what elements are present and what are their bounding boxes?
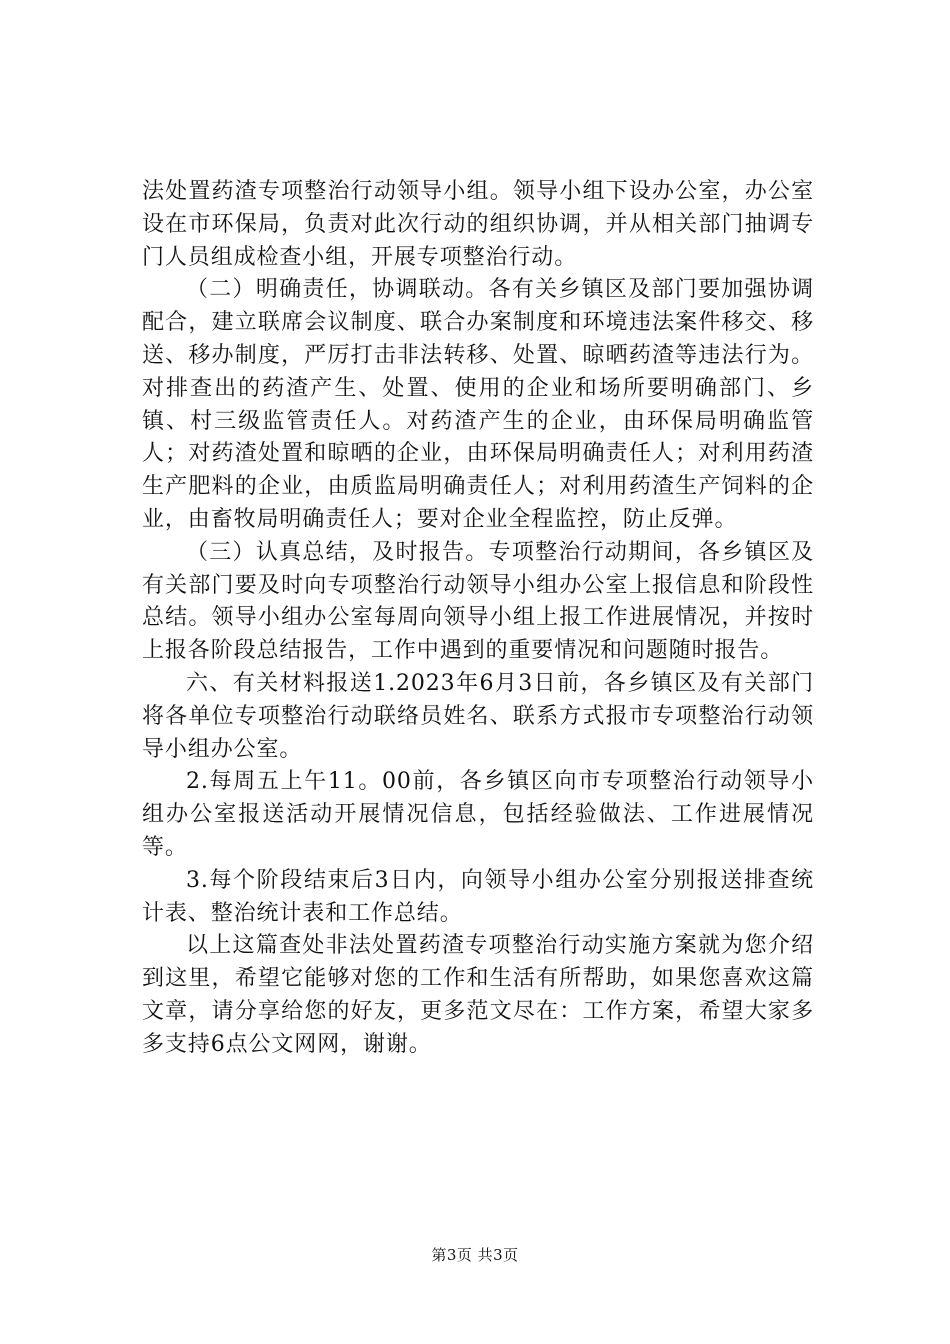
paragraph-continuation: 法处置药渣专项整治行动领导小组。领导小组下设办公室，办公室设在市环保局，负责对此次行动的组织协调，并从相关部门抽调专门人员组成检查小组，开展专项整治行动。 <box>142 179 814 270</box>
document-body <box>142 176 814 1062</box>
page-number: 第3页 共3页 <box>431 1246 519 1264</box>
paragraph-closing: 以上这篇查处非法处置药渣专项整治行动实施方案就为您介绍到这里，希望它能够对您的工作和生活有所帮助，如果您喜欢这篇文章，请分享给您的好友，更多范文尽在：工作方案，希望大家多多支持6点公文网网，谢谢。 <box>142 933 814 1057</box>
paragraph-materials-submission: 六、有关材料报送1.2023年6月3日前，各乡镇区及有关部门将各单位专项整治行动联络员姓名、联系方式报市专项整治行动领导小组办公室。 <box>142 670 814 762</box>
page-footer <box>0 1244 950 1265</box>
paragraph-section-2: （二）明确责任，协调联动。各有关乡镇区及部门要加强协调配合，建立联席会议制度、联合办案制度和环境违法案件移交、移送、移办制度，严厉打击非法转移、处置、晾晒药渣等违法行为。对排查出的药渣产生、处置、使用的企业和场所要明确部门、乡镇、村三级监管责任人。对药渣产生的企业，由环保局明确监管人；对药渣处置和晾晒的企业，由环保局明确责任人；对利用药渣生产肥料的企业，由质监局明确责任人；对利用药渣生产饲料的企业，由畜牧局明确责任人；要对企业全程监控，防止反弹。 <box>142 277 814 532</box>
paragraph-section-3: （三）认真总结，及时报告。专项整治行动期间，各乡镇区及有关部门要及时向专项整治行动领导小组办公室上报信息和阶段性总结。领导小组办公室每周向领导小组上报工作进展情况，并按时上报各阶段总结报告，工作中遇到的重要情况和问题随时报告。 <box>142 539 814 664</box>
paragraph-weekly-report: 2.每周五上午11。00前，各乡镇区向市专项整治行动领导小组办公室报送活动开展情况信息，包括经验做法、工作进展情况等。 <box>142 769 814 860</box>
paragraph-stage-report: 3.每个阶段结束后3日内，向领导小组办公室分别报送排查统计表、整治统计表和工作总结。 <box>142 867 814 926</box>
